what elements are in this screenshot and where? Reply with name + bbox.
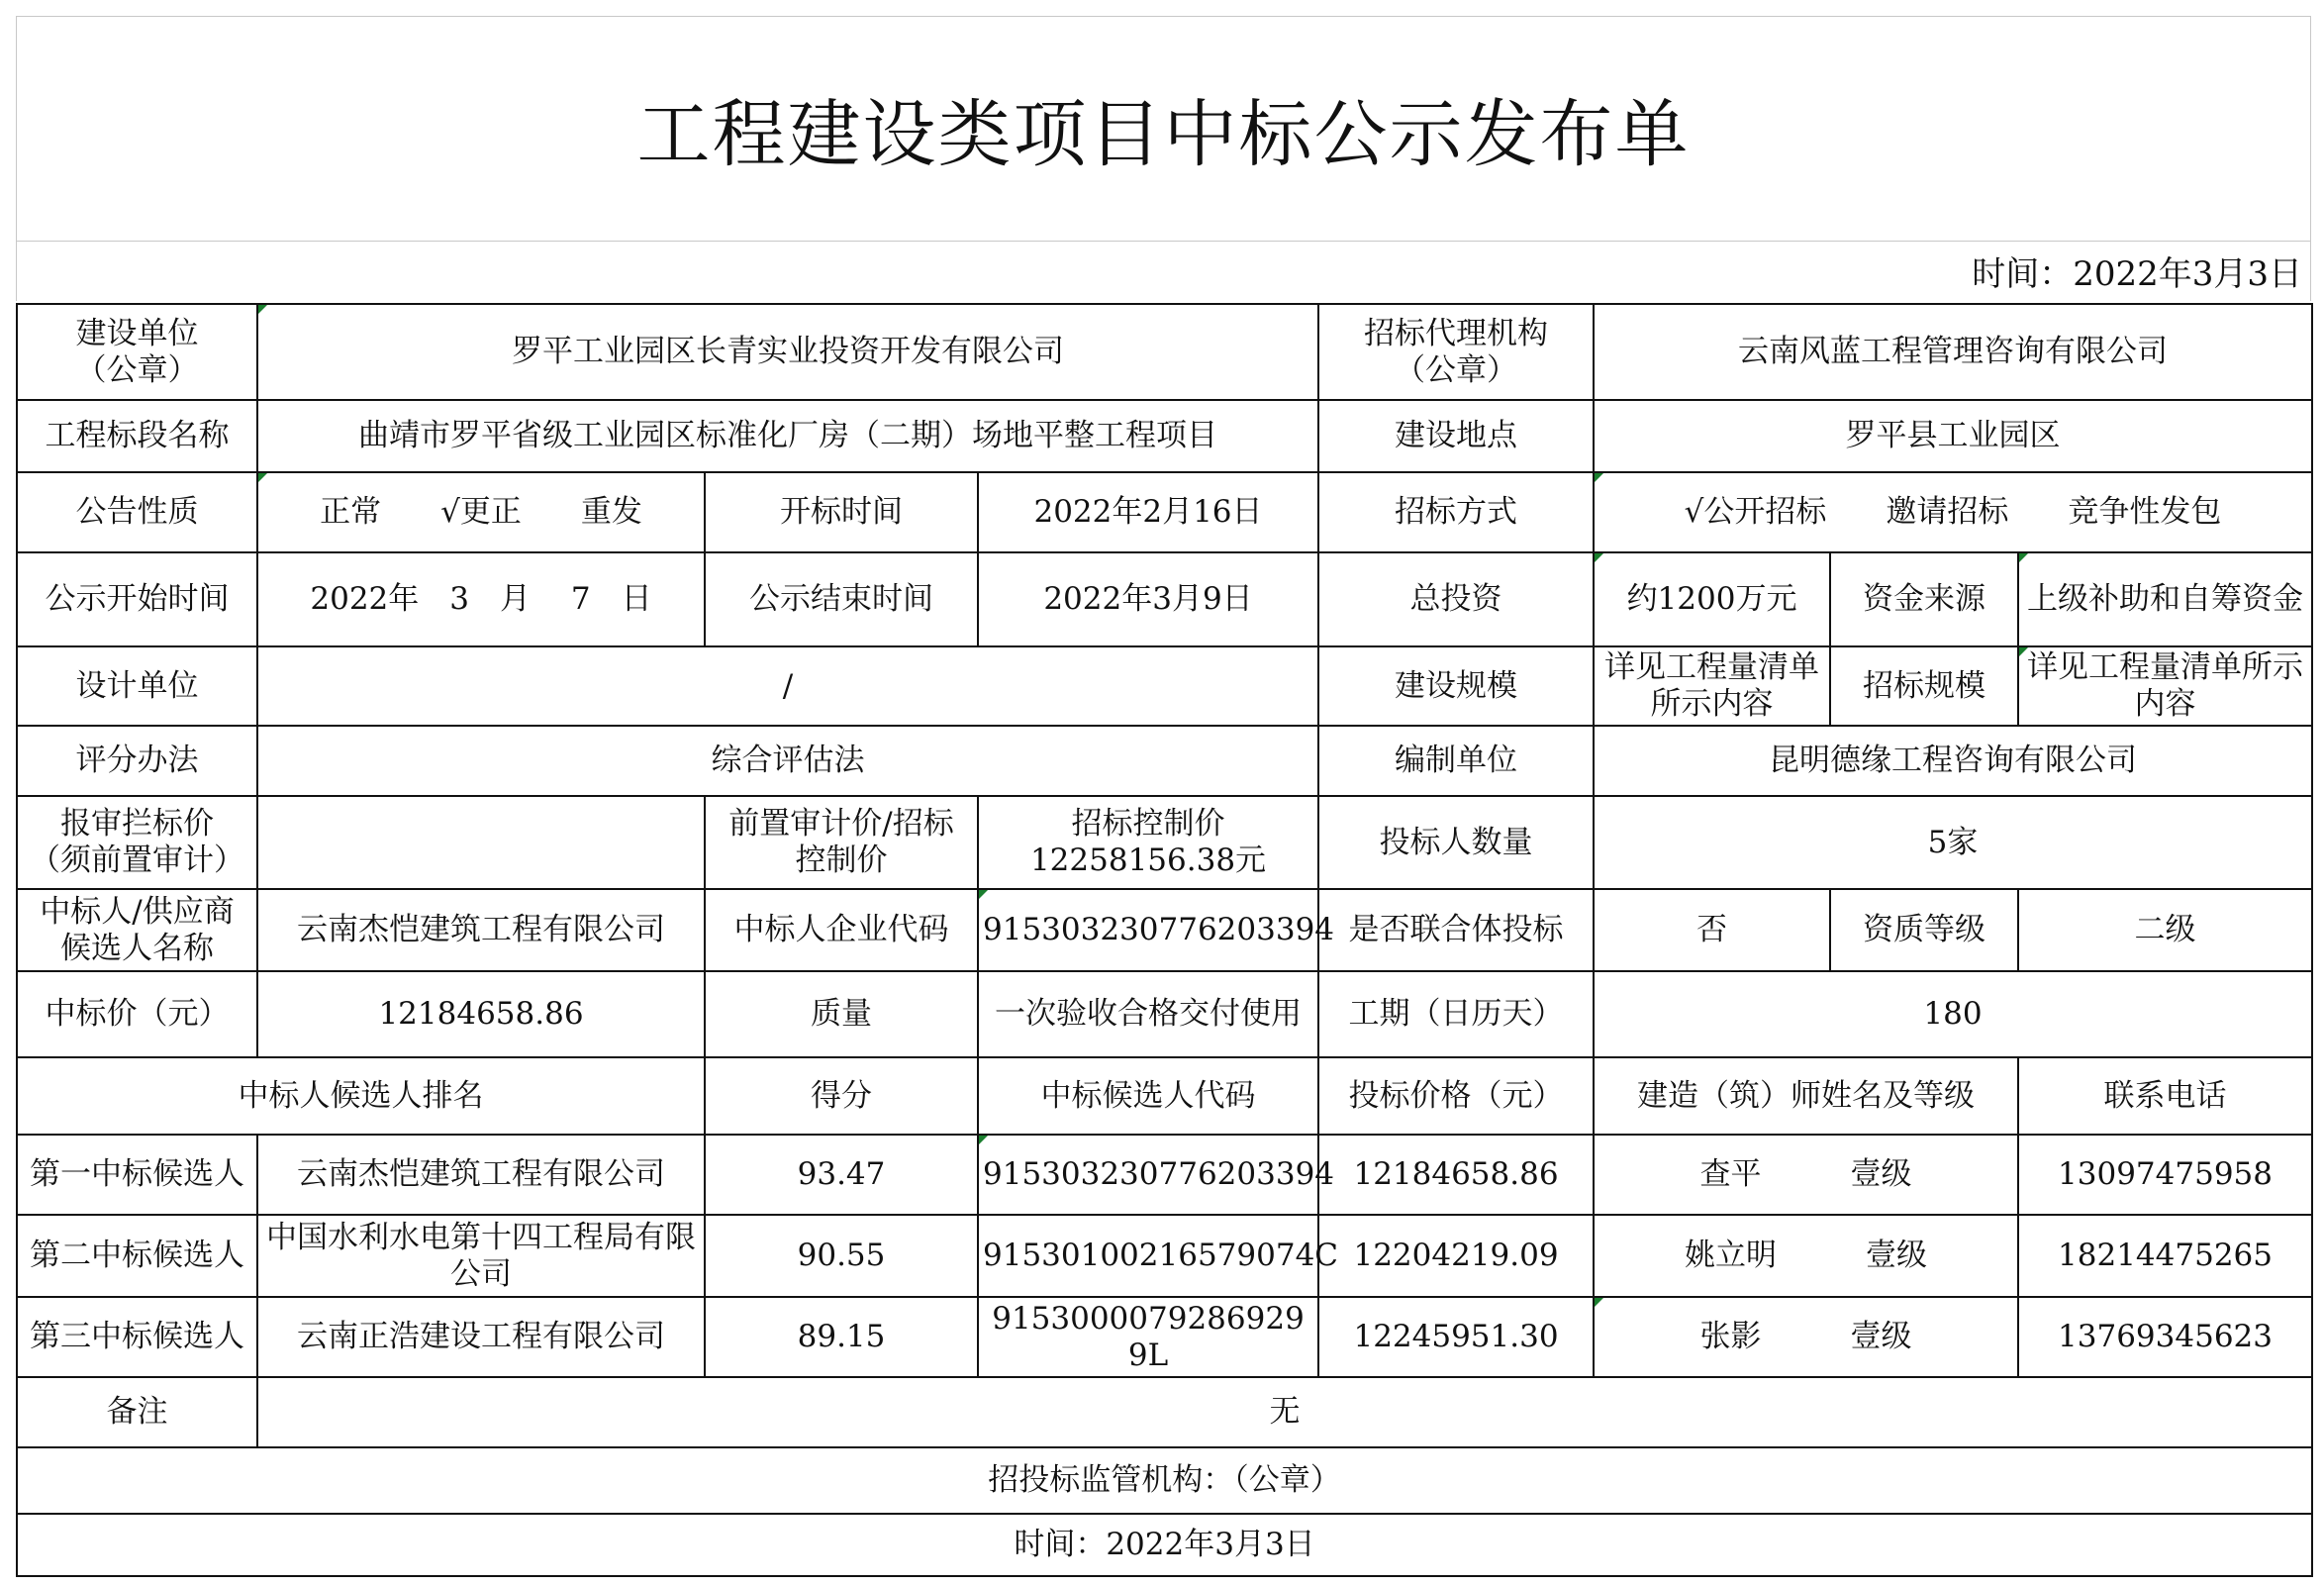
- candidate-phone: 13097475958: [2018, 1135, 2312, 1215]
- design-unit-value: /: [257, 646, 1318, 726]
- page-title: 工程建设类项目中标公示发布单: [636, 92, 1691, 177]
- winner-code-value: 915303230776203394: [978, 889, 1318, 971]
- section-name-value: 曲靖市罗平省级工业园区标准化厂房（二期）场地平整工程项目: [257, 400, 1318, 472]
- pub-end-label: 公示结束时间: [705, 552, 978, 646]
- candidate-code: 9153000079286929​9L: [978, 1297, 1318, 1377]
- design-unit-label: 设计单位: [17, 646, 257, 726]
- agency-label: 招标代理机构 （公章）: [1318, 304, 1594, 400]
- candidate-row: [17, 1297, 2312, 1377]
- pre-audit-label: 前置审计价/招标 控制价: [705, 796, 978, 889]
- notice-option-reissue: 重发: [580, 494, 642, 530]
- candidates-header-phone: 联系电话: [2018, 1057, 2312, 1135]
- row-section: [17, 400, 2312, 472]
- remark-label: 备注: [17, 1377, 257, 1447]
- scoring-label: 评分办法: [17, 726, 257, 796]
- compiler-value: 昆明德缘工程咨询有限公司: [1594, 726, 2312, 796]
- scoring-value: 综合评估法: [257, 726, 1318, 796]
- bid-option-open: √公开招标: [1684, 494, 1827, 530]
- row-notice-type: [17, 472, 2312, 552]
- row-supervisor: [17, 1447, 2312, 1514]
- bidder-count-value: 5家: [1594, 796, 2312, 889]
- candidate-engineer: [1594, 1297, 2018, 1377]
- review-price-value: [257, 796, 705, 889]
- open-time-label: 开标时间: [705, 472, 978, 552]
- build-unit-label: 建设单位 （公章）: [17, 304, 257, 400]
- candidate-row: [17, 1135, 2312, 1215]
- bid-scale-value: 详见工程量清单所示 内容: [2018, 646, 2312, 726]
- open-time-value: 2022年2月16日: [978, 472, 1318, 552]
- fund-source-label: 资金来源: [1830, 552, 2018, 646]
- row-winner: [17, 889, 2312, 971]
- row-remark: [17, 1377, 2312, 1447]
- candidates-header-price: 投标价格（元）: [1318, 1057, 1594, 1135]
- candidate-code: 91530100216579074C: [978, 1215, 1318, 1297]
- engineer-name: 张影: [1699, 1319, 1762, 1354]
- winner-name-label: 中标人/供应商 候选人名称: [17, 889, 257, 971]
- row-publicity: [17, 552, 2312, 646]
- notice-option-correction: √更正: [440, 494, 522, 530]
- quality-value: 一次验收合格交付使用: [978, 971, 1318, 1057]
- build-unit-value: 罗平工业园区长青实业投资开发有限公司: [257, 304, 1318, 400]
- row-units: [17, 304, 2312, 400]
- row-design: [17, 646, 2312, 726]
- pub-start-label: 公示开始时间: [17, 552, 257, 646]
- candidates-header-score: 得分: [705, 1057, 978, 1135]
- candidate-row: [17, 1215, 2312, 1297]
- total-invest-label: 总投资: [1318, 552, 1594, 646]
- candidate-price: 12184658.86: [1318, 1135, 1594, 1215]
- candidate-engineer: [1594, 1135, 2018, 1215]
- candidate-engineer: [1594, 1215, 2018, 1297]
- row-price: [17, 971, 2312, 1057]
- agency-value: 云南风蓝工程管理咨询有限公司: [1594, 304, 2312, 400]
- win-price-value: 12184658.86: [257, 971, 705, 1057]
- location-label: 建设地点: [1318, 400, 1594, 472]
- title-band: [16, 16, 2311, 242]
- candidates-header-code: 中标候选人代码: [978, 1057, 1318, 1135]
- location-value: 罗平县工业园区: [1594, 400, 2312, 472]
- pub-start-value: 2022年 3 月 7 日: [257, 552, 705, 646]
- notice-type-options: [257, 472, 705, 552]
- total-invest-value: 约1200万元: [1594, 552, 1830, 646]
- win-price-label: 中标价（元）: [17, 971, 257, 1057]
- qualification-value: 二级: [2018, 889, 2312, 971]
- header-date-band: [16, 241, 2311, 301]
- candidate-company: 云南正浩建设工程有限公司: [257, 1297, 705, 1377]
- candidate-phone: 13769345623: [2018, 1297, 2312, 1377]
- build-scale-value: 详见工程量清单 所示内容: [1594, 646, 1830, 726]
- fund-source-value: 上级补助和自筹资金: [2018, 552, 2312, 646]
- duration-value: 180: [1594, 971, 2312, 1057]
- row-review-price: [17, 796, 2312, 889]
- bidder-count-label: 投标人数量: [1318, 796, 1594, 889]
- qualification-label: 资质等级: [1830, 889, 2018, 971]
- header-date: 时间：2022年3月3日: [1972, 254, 2302, 294]
- candidate-price: 12204219.09: [1318, 1215, 1594, 1297]
- candidate-score: 89.15: [705, 1297, 978, 1377]
- control-price-value: 招标控制价 12258156.38元: [978, 796, 1318, 889]
- row-scoring: [17, 726, 2312, 796]
- consortium-value: 否: [1594, 889, 1830, 971]
- compiler-label: 编制单位: [1318, 726, 1594, 796]
- candidate-price: 12245951.30: [1318, 1297, 1594, 1377]
- duration-label: 工期（日历天）: [1318, 971, 1594, 1057]
- candidate-company: 云南杰恺建筑工程有限公司: [257, 1135, 705, 1215]
- bid-method-options: [1594, 472, 2312, 552]
- build-scale-label: 建设规模: [1318, 646, 1594, 726]
- candidate-score: 90.55: [705, 1215, 978, 1297]
- candidates-header-engineer: 建造（筑）师姓名及等级: [1594, 1057, 2018, 1135]
- section-name-label: 工程标段名称: [17, 400, 257, 472]
- engineer-name: 查平: [1699, 1156, 1762, 1192]
- notice-sheet: [16, 16, 2311, 1572]
- winner-code-label: 中标人企业代码: [705, 889, 978, 971]
- candidate-code: 915303230776203394: [978, 1135, 1318, 1215]
- quality-label: 质量: [705, 971, 978, 1057]
- candidate-rank: 第一中标候选人: [17, 1135, 257, 1215]
- bid-scale-label: 招标规模: [1830, 646, 2018, 726]
- candidate-rank: 第二中标候选人: [17, 1215, 257, 1297]
- candidate-phone: 18214475265: [2018, 1215, 2312, 1297]
- bid-option-competitive: 竞争性发包: [2068, 494, 2222, 530]
- supervisor-stamp: 招投标监管机构：（公章）: [17, 1447, 2312, 1514]
- engineer-name: 姚立明: [1685, 1238, 1778, 1273]
- engineer-grade: 壹级: [1850, 1156, 1912, 1192]
- consortium-label: 是否联合体投标: [1318, 889, 1594, 971]
- candidates-header-rank: 中标人候选人排名: [17, 1057, 705, 1135]
- candidates-header-row: [17, 1057, 2312, 1135]
- candidate-rank: 第三中标候选人: [17, 1297, 257, 1377]
- pub-end-value: 2022年3月9日: [978, 552, 1318, 646]
- row-footer-date: [17, 1514, 2312, 1576]
- engineer-grade: 壹级: [1866, 1238, 1928, 1273]
- notice-type-label: 公告性质: [17, 472, 257, 552]
- candidate-score: 93.47: [705, 1135, 978, 1215]
- bid-method-label: 招标方式: [1318, 472, 1594, 552]
- notice-option-normal: 正常: [320, 494, 382, 530]
- bid-option-invite: 邀请招标: [1886, 494, 2009, 530]
- notice-table: [16, 303, 2313, 1577]
- candidate-company: 中国水利水电第十四工程局有限 公司: [257, 1215, 705, 1297]
- remark-value: 无: [257, 1377, 2312, 1447]
- footer-date: 时间：2022年3月3日: [17, 1514, 2312, 1576]
- engineer-grade: 壹级: [1850, 1319, 1912, 1354]
- winner-name-value: 云南杰恺建筑工程有限公司: [257, 889, 705, 971]
- review-price-label: 报审拦标价 （须前置审计）: [17, 796, 257, 889]
